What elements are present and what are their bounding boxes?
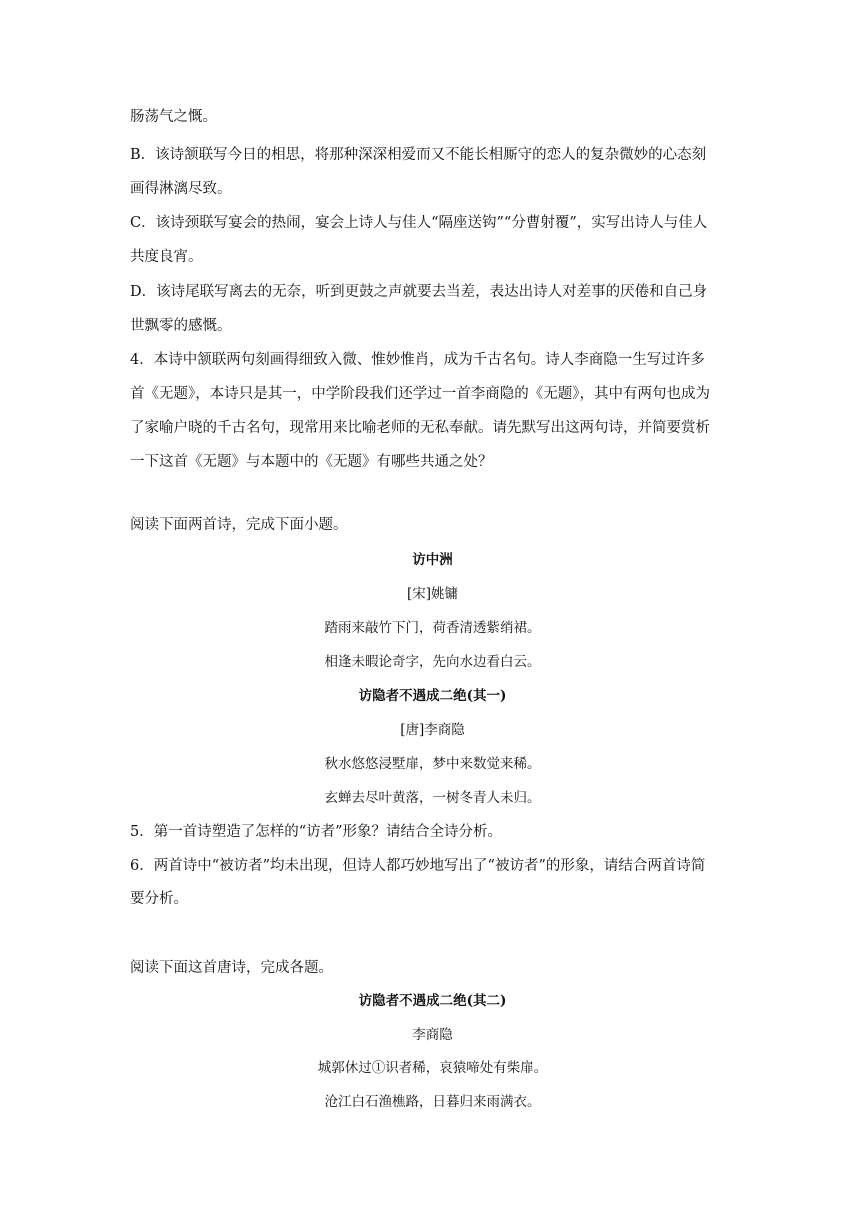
poem-line: 秋水悠悠浸墅扉，梦中来数觉来稀。 (324, 756, 541, 772)
poem-title: 访隐者不遇成二绝(其一) (358, 688, 507, 704)
text-line: 肠荡气之慨。 (130, 109, 217, 125)
poem-line: 城郭休过①识者稀，哀猿啼处有柴扉。 (317, 1060, 548, 1076)
question-4-line: 4．本诗中颔联两句刻画得细致入微、惟妙惟肖，成为千古名句。诗人李商隐一生写过许多 (130, 352, 705, 368)
poem-line: 踏雨来敲竹下门，荷香清透紫绡裙。 (324, 620, 541, 636)
poem-author: [宋]姚镛 (406, 586, 459, 602)
text-line: 世飘零的感慨。 (130, 318, 232, 334)
option-c-line: C．该诗颈联写宴会的热闹，宴会上诗人与佳人“隔座送钩”“分曹射覆”，实写出诗人与佳人 (130, 215, 708, 231)
question-6-line: 6．两首诗中“被访者”均未出现，但诗人都巧妙地写出了“被访者”的形象，请结合两首诗简 (130, 858, 706, 874)
text-line: 要分析。 (130, 891, 188, 907)
option-d-line: D．该诗尾联写离去的无奈，听到更鼓之声就要去当差，表达出诗人对差事的厌倦和自己身 (130, 284, 708, 300)
poem-title: 访中洲 (412, 552, 453, 568)
text-line: 共度良宵。 (130, 249, 203, 265)
text-line: 了家喻户晓的千古名句，现常用来比喻老师的无私奉献。请先默写出这两句诗，并简要赏析 (130, 420, 710, 436)
section-instruction: 阅读下面两首诗，完成下面小题。 (130, 517, 348, 533)
option-b-line: B．该诗颔联写今日的相思，将那种深深相爱而又不能长相厮守的恋人的复杂微妙的心态刻 (130, 147, 707, 163)
text-line: 首《无题》，本诗只是其一，中学阶段我们还学过一首李商隐的《无题》，其中有两句也成为 (130, 386, 710, 402)
section-instruction: 阅读下面这首唐诗，完成各题。 (130, 960, 333, 976)
poem-line: 相逢未暇论奇字，先向水边看白云。 (324, 654, 541, 670)
text-line: 画得淋漓尽致。 (130, 181, 232, 197)
poem-line: 沧江白石渔樵路，日暮归来雨满衣。 (324, 1094, 541, 1110)
poem-author: [唐]李商隐 (400, 722, 465, 738)
text-line: 一下这首《无题》与本题中的《无题》有哪些共通之处？ (130, 454, 493, 470)
poem-line: 玄蝉去尽叶黄落，一树冬青人未归。 (324, 790, 541, 806)
poem-author: 李商隐 (412, 1027, 453, 1043)
poem-title: 访隐者不遇成二绝(其二) (358, 993, 507, 1009)
question-5-line: 5．第一首诗塑造了怎样的“访者”形象？请结合全诗分析。 (130, 824, 503, 840)
